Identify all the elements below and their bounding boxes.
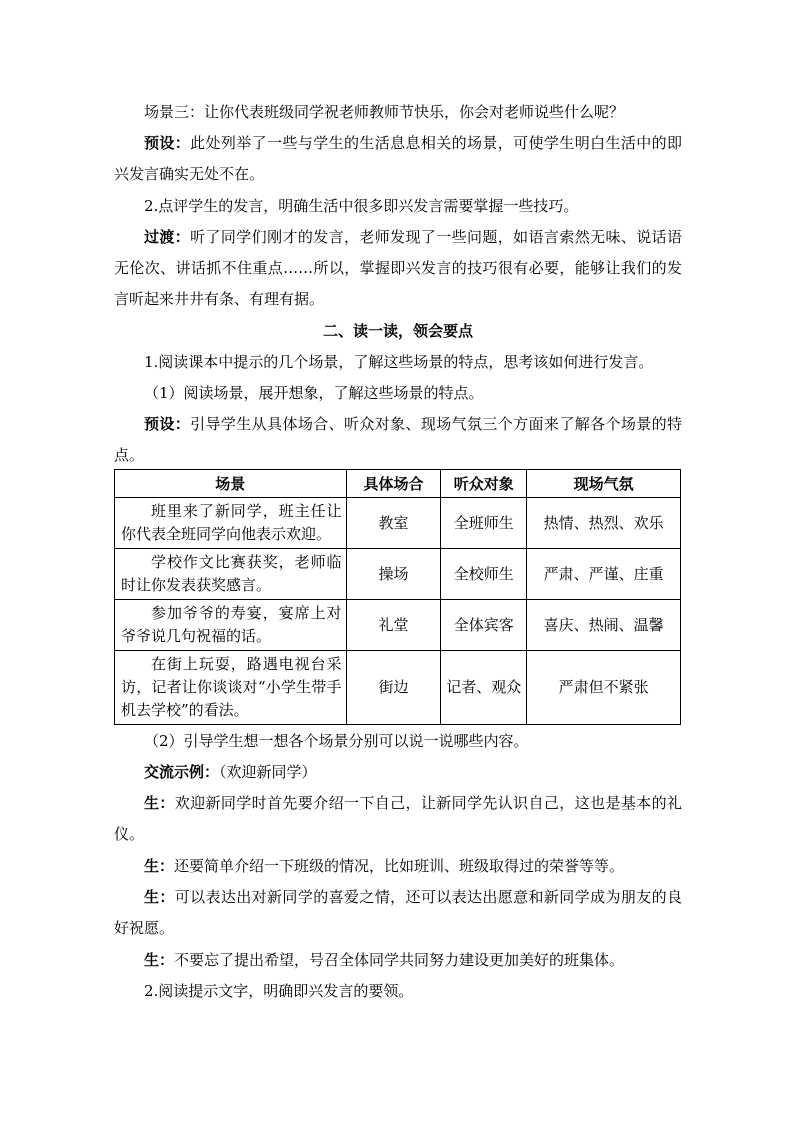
label-exchange: 交流示例：	[144, 763, 220, 781]
cell-audience: 全体宾客	[441, 600, 527, 651]
cell-scene: 参加爷爷的寿宴，宴席上对爷爷说几句祝福的话。	[115, 600, 347, 651]
table-row	[115, 600, 681, 651]
cell-scene: 在街上玩耍，路遇电视台采访，记者让你谈谈对“小学生带手机去学校”的看法。	[115, 651, 347, 725]
label-student: 生：	[144, 951, 175, 969]
student-text: 还要简单介绍一下班级的情况，比如班训、班级取得过的荣誉等等。	[174, 857, 625, 875]
cell-atmosphere: 喜庆、热闹、温馨	[527, 600, 681, 651]
label-transition: 过渡：	[144, 228, 191, 246]
cell-audience: 全班师生	[441, 498, 527, 549]
table-row	[115, 498, 681, 549]
label-student: 生：	[144, 888, 175, 906]
label-preset: 预设：	[144, 415, 191, 433]
header-audience: 听众对象	[441, 470, 527, 498]
paragraph-step-1: （1）阅读场景，展开想象，了解这些场景的特点。	[144, 384, 484, 402]
cell-atmosphere: 严肃、严谨、庄重	[527, 549, 681, 600]
cell-venue: 操场	[346, 549, 441, 600]
table-row	[115, 651, 681, 725]
header-venue: 具体场合	[346, 470, 441, 498]
paragraph-exchange-example	[114, 757, 682, 788]
exchange-text: （欢迎新同学）	[219, 763, 317, 781]
table-row	[115, 549, 681, 600]
cell-venue: 街边	[346, 651, 441, 725]
label-student: 生：	[144, 857, 175, 875]
preset-text: 此处列举了一些与学生的生活息息相关的场景，可使学生明白生活中的即兴发言确实无处不在。	[114, 134, 682, 183]
cell-venue: 教室	[346, 498, 441, 549]
paragraph-transition	[114, 222, 682, 315]
paragraph-preset-2	[114, 409, 682, 471]
student-text: 不要忘了提出希望，号召全体同学共同努力建设更加美好的班集体。	[174, 951, 625, 969]
paragraph-student-4	[114, 945, 682, 976]
paragraph-student-3	[114, 882, 682, 944]
paragraph-student-1	[114, 788, 682, 850]
cell-atmosphere: 严肃但不紧张	[527, 651, 681, 725]
paragraph-student-2	[114, 851, 682, 882]
preset-text: 引导学生从具体场合、听众对象、现场气氛三个方面来了解各个场景的特点。	[114, 415, 682, 464]
label-preset: 预设：	[144, 134, 191, 152]
header-atmosphere: 现场气氛	[527, 470, 681, 498]
paragraph-read-scenes: 1.阅读课本中提示的几个场景，了解这些场景的特点，思考该如何进行发言。	[144, 353, 654, 371]
cell-audience: 记者、观众	[441, 651, 527, 725]
label-student: 生：	[144, 794, 175, 812]
cell-scene: 学校作文比赛获奖，老师临时让你发表获奖感言。	[115, 549, 347, 600]
header-scene: 场景	[115, 470, 347, 498]
cell-atmosphere: 热情、热烈、欢乐	[527, 498, 681, 549]
student-text: 欢迎新同学时首先要介绍一下自己，让新同学先认识自己，这也是基本的礼仪。	[114, 794, 682, 843]
transition-text: 听了同学们刚才的发言，老师发现了一些问题，如语言索然无味、说话语无伦次、讲话抓不住重点……所以，掌握即兴发言的技巧很有必要，能够让我们的发言听起来井井有条、有理有据。	[114, 228, 682, 308]
table-header-row	[115, 470, 681, 498]
student-text: 可以表达出对新同学的喜爱之情，还可以表达出愿意和新同学成为朋友的良好祝愿。	[114, 888, 682, 937]
paragraph-scene-three: 场景三：让你代表班级同学祝老师教师节快乐，你会对老师说些什么呢？	[144, 103, 625, 121]
scene-table	[114, 469, 681, 725]
cell-audience: 全校师生	[441, 549, 527, 600]
cell-scene: 班里来了新同学，班主任让你代表全班同学向他表示欢迎。	[115, 498, 347, 549]
paragraph-comment: 2.点评学生的发言，明确生活中很多即兴发言需要掌握一些技巧。	[144, 197, 579, 215]
section-heading: 二、读一读，领会要点	[322, 322, 473, 340]
paragraph-read-tips: 2.阅读提示文字，明确即兴发言的要领。	[144, 982, 414, 1000]
cell-venue: 礼堂	[346, 600, 441, 651]
paragraph-preset-1	[114, 128, 682, 190]
paragraph-step-2: （2）引导学生想一想各个场景分别可以说一说哪些内容。	[144, 732, 529, 750]
